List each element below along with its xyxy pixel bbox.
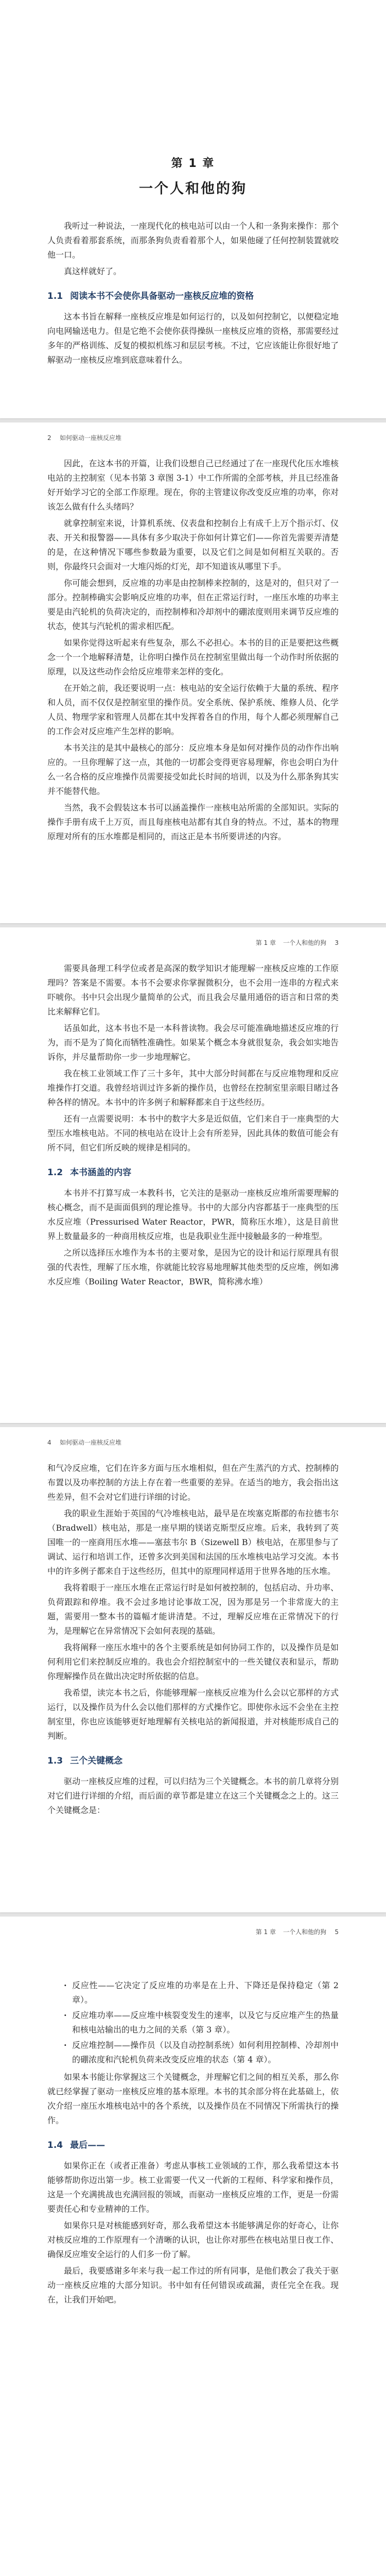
paragraph: 如果你觉得这听起来有些复杂，那么不必担心。本书的目的正是要把这些概念一个一个地解释清楚，让你明白操作员在控制室里做出每一个动作时所依据的原理，以及这些动作会给反应堆带来怎样的变化。 <box>47 638 339 676</box>
paragraph: 真这样就好了。 <box>64 266 122 276</box>
paragraph-continued: 和气冷反应堆，它们在许多方面与压水堆相似，但在产生蒸汽的方式、控制棒的布置以及功率控制的方法上存在着一些重要的差异。在适当的地方，我会指出这些差异，但不会对它们进行详细的讨论。 <box>47 1463 339 1502</box>
paragraph: 本书并不打算写成一本教科书，它关注的是驱动一座核反应堆所需要理解的核心概念，而不是面面俱到的理论推导。书中的大部分内容都基于一座典型的压水反应堆（Pressurised Water Reactor，PWR，简称压水堆），这是目前世界上数量最多的一种商用核反应堆，也是我职业生涯中接触最多的一种堆型。 <box>47 1188 339 1241</box>
section-heading <box>47 1166 339 1179</box>
bullet-item: · 反应性——它决定了反应堆的功率是在上升、下降还是保持稳定（第 2 章）。 <box>64 1978 339 2007</box>
page-3 <box>0 927 386 1423</box>
paragraph: 之所以选择压水堆作为本书的主要对象，是因为它的设计和运行原理具有很强的代表性，理解了压水堆，你就能比较容易地理解其他类型的反应堆，例如沸水反应堆（Boiling Water Reactor，BWR，简称沸水堆） <box>47 1248 339 1286</box>
page-text <box>47 219 339 369</box>
paragraph: 我将着眼于一座压水堆在正常运行时是如何被控制的，包括启动、升功率、负荷跟踪和停堆。我不会过多地讨论事故工况，因为那是另一个非常庞大的主题，需要用一整本书的篇幅才能讲清楚。不过，理解反应堆在正常情况下的行为，是理解它在异常情况下会如何表现的基础。 <box>47 1583 339 1636</box>
paragraph: 我在核工业领域工作了三十多年，其中大部分时间都在与反应堆物理和反应堆操作打交道。我曾经培训过许多新的操作员，也曾经在控制室里亲眼目睹过各种各样的情况。本书中的许多例子和解释都来自于这些经历。 <box>47 1069 339 1107</box>
paragraph: 如果你正在（或者正准备）考虑从事核工业领域的工作，那么我希望这本书能够帮助你迈出第一步。核工业需要一代又一代新的工程师、科学家和操作员，这是一个充满挑战也充满回报的领域，而驱动一座核反应堆的工作，更是一份需要责任心和专业精神的工作。 <box>47 2161 339 2214</box>
paragraph: 本书关注的是其中最核心的部分：反应堆本身是如何对操作员的动作作出响应的。一旦你理解了这一点，其他的一切都会变得更容易理解，你也会明白为什么一名合格的反应堆操作员需要接受如此长时间的培训，以及为什么那条狗其实并不能替代他。 <box>47 743 339 796</box>
section-title: 最后—— <box>70 2140 106 2150</box>
paragraph: 在开始之前，我还要说明一点：核电站的安全运行依赖于大量的系统、程序和人员，而不仅仅是控制室里的操作员。安全系统、保护系统、维修人员、化学人员、物理学家和管理人员都在其中发挥着各自的作用，每个人都必须理解自己的工作会对反应堆产生怎样的影响。 <box>47 683 339 736</box>
running-header <box>47 939 339 947</box>
section-heading <box>47 290 339 302</box>
section-number: 1.4 <box>47 2140 63 2150</box>
page-4 <box>0 1427 386 1912</box>
page-number: 4 <box>47 1439 51 1446</box>
paragraph: 最后，我要感谢多年来与我一起工作过的所有同事，是他们教会了我关于驱动一座核反应堆的大部分知识。书中如有任何错误或疏漏，责任完全在我。现在，让我们开始吧。 <box>47 2266 339 2304</box>
page-number: 3 <box>335 939 339 946</box>
paragraph: 驱动一座核反应堆的过程，可以归结为三个关键概念。本书的前几章将分别对它们进行详细的介绍，而后面的章节都是建立在这三个关键概念之上的。这三个关键概念是： <box>47 1776 339 1815</box>
page-number: 5 <box>335 1928 339 1936</box>
page-number: 2 <box>47 434 51 442</box>
section-title: 阅读本书不会使你具备驱动一座核反应堆的资格 <box>70 291 254 301</box>
page-2 <box>0 422 386 923</box>
running-header <box>47 1438 339 1447</box>
chapter-title: 一个人和他的狗 <box>139 181 247 197</box>
page-text <box>47 456 339 846</box>
running-book-title: 如何驱动一座核反应堆 <box>60 434 122 442</box>
paragraph: 这本书旨在解释一座核反应堆是如何运行的，以及如何控制它，以便稳定地向电网输送电力。但是它绝不会使你获得操纵一座核反应堆的资格，那需要经过多年的严格训练、反复的模拟机练习和层层考核。不过，它应该能让你很好地了解驱动一座核反应堆到底意味着什么。 <box>47 312 339 365</box>
paragraph: 我听过一种说法，一座现代化的核电站可以由一个人和一条狗来操作：那个人负责看着那套系统，而那条狗负责看着那个人，如果他碰了任何控制装置就咬他一口。 <box>47 221 339 260</box>
section-title: 本书涵盖的内容 <box>70 1167 132 1178</box>
running-chapter-label: 第 1 章 <box>255 939 276 946</box>
paragraph: 话虽如此，这本书也不是一本科普读物。我会尽可能准确地描述反应堆的行为，而不是为了简化而牺牲准确性。如果某个概念本身就很复杂，我会如实地告诉你，并尽量帮助你一步一步地理解它。 <box>47 1023 339 1062</box>
bullet-item: · 反应堆功率——反应堆中核裂变发生的速率，以及它与反应堆产生的热量和核电站输出的电力之间的关系（第 3 章）。 <box>64 2008 339 2037</box>
section-number: 1.3 <box>47 1756 63 1766</box>
page-text <box>47 961 339 1291</box>
bullet-item: · 反应堆控制——操作员（以及自动控制系统）如何利用控制棒、冷却剂中的硼浓度和汽轮机负荷来改变反应堆的状态（第 4 章）。 <box>64 2038 339 2067</box>
paragraph: 需要具备理工科学位或者是高深的数学知识才能理解一座核反应堆的工作原理吗？答案是不需要。本书不会要求你掌握微积分，也不会用一连串的方程式来吓唬你。书中只会出现少量简单的公式，而且我会尽量用通俗的语言和日常的类比来解释它们。 <box>47 963 339 1016</box>
paragraph: 我将阐释一座压水堆中的各个主要系统是如何协同工作的，以及操作员是如何利用它们来控制反应堆的。我也会介绍控制室中的一些关键仪表和显示，帮助你理解操作员在做出决定时所依据的信息。 <box>47 1642 339 1681</box>
paragraph: 还有一点需要说明：本书中的数字大多是近似值，它们来自于一座典型的大型压水堆核电站。不同的核电站在设计上会有所差异，因此具体的数值可能会有所不同，但它们所反映的规律是相同的。 <box>47 1114 339 1153</box>
page-text <box>47 1978 339 2309</box>
chapter-number: 第 1 章 <box>171 157 215 170</box>
section-heading <box>47 1755 339 1767</box>
section-number: 1.2 <box>47 1167 63 1178</box>
paragraph: 我的职业生涯始于英国的气冷堆核电站，最早是在埃塞克斯郡的布拉德韦尔（Bradwell）核电站，那是一座早期的镁诺克斯型反应堆。后来，我转到了英国唯一的一座商用压水堆——塞兹韦尔 B（Sizewell B）核电站，在那里参与了调试、运行和培训工作，还曾多次到美国和法国的压水堆核电站学习交流。本书中的许多例子都来自于这些经历，但其中的原理同样适用于世界各地的压水堆。 <box>47 1509 339 1576</box>
running-chapter-title: 一个人和他的狗 <box>283 1928 326 1936</box>
running-header <box>47 1928 339 1936</box>
page-text <box>47 1461 339 1820</box>
paragraph: 你可能会想到，反应堆的功率是由控制棒来控制的，这是对的，但只对了一部分。控制棒确实会影响反应堆的功率，但在正常运行时，一座压水堆的功率主要是由汽轮机的负荷决定的，而控制棒和冷却剂中的硼浓度则用来调节反应堆的状态，使其与汽轮机的需求相匹配。 <box>47 578 339 631</box>
paragraph: 如果本书能让你掌握这三个关键概念，并理解它们之间的相互关系，那么你就已经掌握了驱动一座核反应堆的基本原理。本书的其余部分将在此基础上，依次介绍一座压水堆核电站中的各个系统，以及操作员在不同情况下所需执行的操作。 <box>47 2072 339 2125</box>
running-chapter-title: 一个人和他的狗 <box>283 939 326 946</box>
paragraph: 当然，我不会假装这本书可以涵盖操作一座核电站所需的全部知识。实际的操作手册有成千上万页，而且每座核电站都有其自身的特点。不过，基本的物理原理对所有的压水堆都是相同的，而这正是本书所要讲述的内容。 <box>47 803 339 841</box>
bullet-list <box>47 1978 339 2067</box>
paragraph: 我希望，读完本书之后，你能够理解一座核反应堆为什么会以它那样的方式运行，以及操作员为什么会以他们那样的方式操作它。即使你永远不会坐在主控制室里，你也应该能够更好地理解有关核电站的新闻报道，并对核能形成自己的判断。 <box>47 1688 339 1741</box>
running-chapter-label: 第 1 章 <box>255 1928 276 1936</box>
paragraph: 如果你只是对核能感到好奇，那么我希望这本书能够满足你的好奇心，让你对核反应堆的工作原理有一个清晰的认识，也让你对那些在核电站里日夜工作、确保反应堆安全运行的人们多一份了解。 <box>47 2221 339 2259</box>
running-header <box>47 434 339 442</box>
running-book-title: 如何驱动一座核反应堆 <box>60 1439 122 1446</box>
page-5 <box>0 1917 386 2576</box>
page-1 <box>0 0 386 418</box>
section-heading <box>47 2139 339 2151</box>
section-title: 三个关键概念 <box>70 1756 123 1766</box>
paragraph: 因此，在这本书的开篇，让我们设想自己已经通过了在一座现代化压水堆核电站的主控制室（见本书第 3 章图 3-1）中工作所需的全部考核，并且已经准备好开始学习它的全部工作原理。现在，你的主管建议你改变反应堆的功率，你对该怎么做有什么头绪吗？ <box>47 459 339 512</box>
paragraph: 就拿控制室来说，计算机系统、仪表盘和控制台上有成千上万个指示灯、仪表、开关和报警器——具体有多少取决于你如何计算它们——你首先需要弄清楚的是，在这种情况下哪些参数最为重要，以及它们之间是如何相互关联的。否则，你最终只会面对一大堆闪烁的灯光，却不知道该从哪里下手。 <box>47 518 339 571</box>
section-number: 1.1 <box>47 291 63 301</box>
